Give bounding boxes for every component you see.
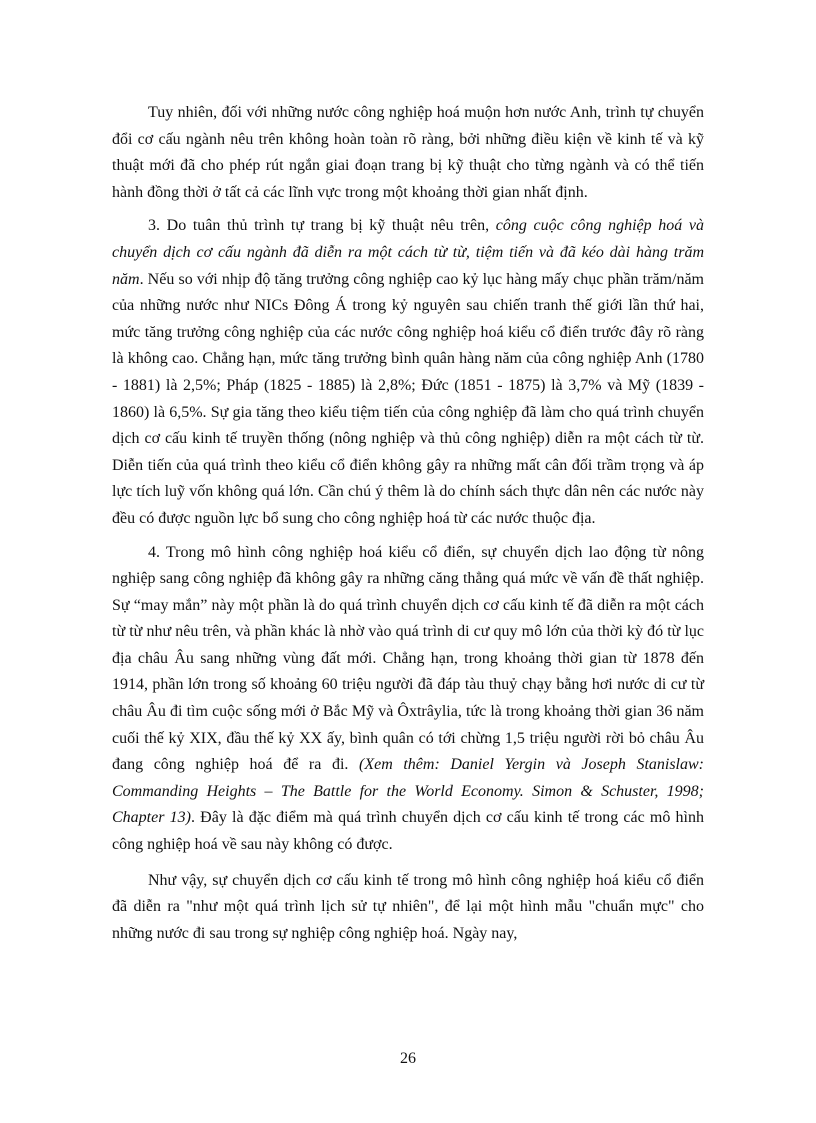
paragraph-3-italic: (Xem thêm: Daniel Yergin và Joseph Stanislaw: Commanding Heights – The Battle for the World Economy. Simon & Schuster, 1998; Chapter 13): [112, 756, 705, 827]
paragraph-3-rest: . Đây là đặc điểm mà quá trình chuyển dịch cơ cấu kinh tế trong các mô hình công nghiệp hoá về sau này không có được.: [112, 809, 704, 854]
paragraph-1: [112, 100, 704, 206]
paragraph-2-rest: . Nếu so với nhịp độ tăng trưởng công nghiệp cao kỷ lục hàng mấy chục phần trăm/năm của những nước như NICs Đông Á trong kỷ nguyên sau chiến tranh thế giới lần thứ hai, mức tăng trưởng công nghiệp của các nước công nghiệp hoá kiểu cổ điển trước đây rõ ràng là không cao. Chẳng hạn, mức tăng trưởng bình quân hàng năm của công nghiệp Anh (1780 - 1881) là 2,5%; Pháp (1825 - 1885) là 2,8%; Đức (1851 - 1875) là 3,7% và Mỹ (1839 - 1860) là 6,5%. Sự gia tăng theo kiểu tiệm tiến của công nghiệp đã làm cho quá trình chuyển dịch cơ cấu kinh tế truyền thống (nông nghiệp và thủ công nghiệp) diễn ra một cách từ từ. Diễn tiến của quá trình theo kiểu cổ điển không gây ra những mất cân đối trầm trọng và áp lực tích luỹ vốn không quá lớn. Cần chú ý thêm là do chính sách thực dân nên các nước này đều có được nguồn lực bổ sung cho công nghiệp hoá từ các nước thuộc địa.: [112, 270, 704, 527]
page-body: [112, 100, 704, 954]
paragraph-3: [112, 540, 704, 859]
paragraph-2: [112, 213, 704, 532]
paragraph-2-italic: công cuộc công nghiệp hoá và chuyển dịch cơ cấu ngành đã diễn ra một cách từ từ, tiệm tiến và đã kéo dài hàng trăm năm: [112, 217, 705, 288]
paragraph-2-start: 3. Do tuân thủ trình tự trang bị kỹ thuật nêu trên,: [148, 217, 496, 235]
paragraph-4: [112, 868, 704, 948]
paragraph-3-start: 4. Trong mô hình công nghiệp hoá kiểu cổ điển, sự chuyển dịch lao động từ nông nghiệp sang công nghiệp đã không gây ra những căng thẳng quá mức về vấn đề thất nghiệp. Sự “may mắn” này một phần là do quá trình chuyển dịch cơ cấu kinh tế đã diễn ra một cách từ từ như nêu trên, và phần khác là nhờ vào quá trình di cư quy mô lớn của thời kỳ đó từ lục địa châu Âu sang những vùng đất mới. Chẳng hạn, trong khoảng thời gian từ 1878 đến 1914, phần lớn trong số khoảng 60 triệu người đã đáp tàu thuỷ chạy bằng hơi nước di cư từ châu Âu đi tìm cuộc sống mới ở Bắc Mỹ và Ôxtrâylia, tức là trong khoảng thời gian 36 năm cuối thế kỷ XIX, đầu thế kỷ XX ấy, bình quân có tới chừng 1,5 triệu người rời bỏ châu Âu đang công nghiệp hoá để ra đi.: [112, 543, 704, 774]
page-number: 26: [400, 1050, 416, 1067]
paragraph-1-text: Tuy nhiên, đối với những nước công nghiệp hoá muộn hơn nước Anh, trình tự chuyển đổi cơ cấu ngành nêu trên không hoàn toàn rõ ràng, bởi những điều kiện về kinh tế và kỹ thuật mới đã cho phép rút ngắn giai đoạn trang bị kỹ thuật cho từng ngành và có thể tiến hành đồng thời ở tất cả các lĩnh vực trong một khoảng thời gian nhất định.: [112, 104, 704, 201]
paragraph-4-text: Như vậy, sự chuyển dịch cơ cấu kinh tế trong mô hình công nghiệp hoá kiểu cổ điển đã diễn ra "như một quá trình lịch sử tự nhiên", để lại một hình mẫu "chuẩn mực" cho những nước đi sau trong sự nghiệp công nghiệp hoá. Ngày nay,: [112, 871, 704, 942]
